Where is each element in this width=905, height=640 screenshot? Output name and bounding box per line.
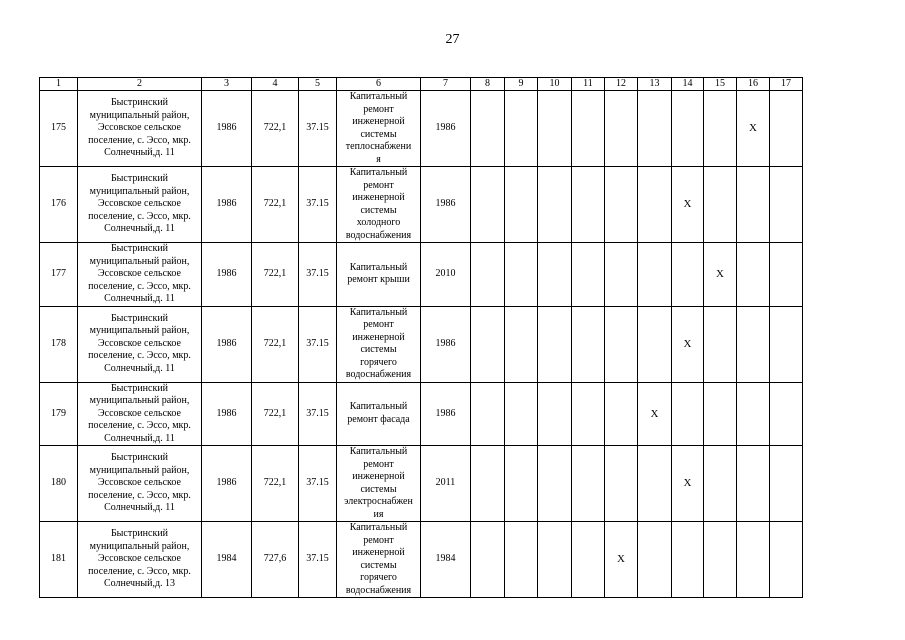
- table-row: [40, 306, 803, 382]
- column-5-cell: 37.15: [299, 382, 337, 446]
- empty-cell: [672, 382, 704, 446]
- work-type-cell: Капитальный ремонт крыши: [337, 243, 421, 307]
- repair-year-cell: 2010: [421, 243, 471, 307]
- column-number-header-row: [40, 78, 803, 91]
- column-number-13: 13: [638, 78, 672, 91]
- page-number: 27: [445, 32, 460, 47]
- empty-cell: [572, 382, 605, 446]
- empty-cell: [704, 167, 737, 243]
- empty-cell: [770, 91, 803, 167]
- empty-cell: [704, 306, 737, 382]
- work-type-cell: Капитальный ремонт инженерной системы электроснабжен ия: [337, 446, 421, 522]
- empty-cell: [770, 167, 803, 243]
- column-number-3: 3: [202, 78, 252, 91]
- empty-cell: [737, 522, 770, 598]
- row-number-cell: 177: [40, 243, 78, 307]
- column-number-1: 1: [40, 78, 78, 91]
- empty-cell: [672, 91, 704, 167]
- row-number-cell: 176: [40, 167, 78, 243]
- table-row: [40, 522, 803, 598]
- year-built-cell: 1986: [202, 167, 252, 243]
- area-cell: 722,1: [252, 382, 299, 446]
- empty-cell: [538, 91, 572, 167]
- column-number-14: 14: [672, 78, 704, 91]
- year-built-cell: 1986: [202, 382, 252, 446]
- empty-cell: [538, 243, 572, 307]
- empty-cell: [704, 382, 737, 446]
- empty-cell: [672, 243, 704, 307]
- column-5-cell: 37.15: [299, 446, 337, 522]
- empty-cell: [505, 91, 538, 167]
- empty-cell: [638, 243, 672, 307]
- column-number-6: 6: [337, 78, 421, 91]
- empty-cell: [572, 522, 605, 598]
- area-cell: 722,1: [252, 91, 299, 167]
- empty-cell: [505, 167, 538, 243]
- repair-year-cell: 1986: [421, 91, 471, 167]
- address-cell: Быстринский муниципальный район, Эссовское сельское поселение, с. Эссо, мкр. Солнечный,д. 11: [78, 382, 202, 446]
- empty-cell: [638, 91, 672, 167]
- table-row: [40, 243, 803, 307]
- table-row: [40, 91, 803, 167]
- empty-cell: [704, 446, 737, 522]
- column-number-11: 11: [572, 78, 605, 91]
- table-row: [40, 446, 803, 522]
- repair-registry-table: [39, 77, 803, 598]
- repair-year-cell: 2011: [421, 446, 471, 522]
- empty-cell: [572, 446, 605, 522]
- work-type-cell: Капитальный ремонт инженерной системы горячего водоснабжения: [337, 522, 421, 598]
- column-number-5: 5: [299, 78, 337, 91]
- column-number-12: 12: [605, 78, 638, 91]
- table-row: [40, 382, 803, 446]
- empty-cell: [471, 167, 505, 243]
- empty-cell: [605, 243, 638, 307]
- empty-cell: [770, 382, 803, 446]
- row-number-cell: 178: [40, 306, 78, 382]
- area-cell: 722,1: [252, 167, 299, 243]
- address-cell: Быстринский муниципальный район, Эссовское сельское поселение, с. Эссо, мкр. Солнечный,д. 13: [78, 522, 202, 598]
- empty-cell: [572, 243, 605, 307]
- empty-cell: [471, 522, 505, 598]
- work-type-cell: Капитальный ремонт инженерной системы теплоснабжени я: [337, 91, 421, 167]
- column-5-cell: 37.15: [299, 167, 337, 243]
- empty-cell: [538, 382, 572, 446]
- column-number-2: 2: [78, 78, 202, 91]
- mark-cell: Х: [672, 446, 704, 522]
- row-number-cell: 175: [40, 91, 78, 167]
- empty-cell: [737, 382, 770, 446]
- area-cell: 722,1: [252, 446, 299, 522]
- mark-cell: Х: [672, 167, 704, 243]
- empty-cell: [471, 382, 505, 446]
- column-5-cell: 37.15: [299, 91, 337, 167]
- empty-cell: [770, 522, 803, 598]
- empty-cell: [471, 243, 505, 307]
- empty-cell: [672, 522, 704, 598]
- empty-cell: [505, 306, 538, 382]
- year-built-cell: 1986: [202, 243, 252, 307]
- empty-cell: [737, 306, 770, 382]
- year-built-cell: 1986: [202, 306, 252, 382]
- empty-cell: [471, 446, 505, 522]
- mark-cell: Х: [605, 522, 638, 598]
- empty-cell: [605, 91, 638, 167]
- empty-cell: [605, 446, 638, 522]
- empty-cell: [505, 382, 538, 446]
- empty-cell: [505, 522, 538, 598]
- empty-cell: [605, 382, 638, 446]
- empty-cell: [471, 306, 505, 382]
- empty-cell: [538, 167, 572, 243]
- empty-cell: [770, 446, 803, 522]
- year-built-cell: 1986: [202, 446, 252, 522]
- empty-cell: [538, 446, 572, 522]
- column-number-8: 8: [471, 78, 505, 91]
- column-number-16: 16: [737, 78, 770, 91]
- address-cell: Быстринский муниципальный район, Эссовское сельское поселение, с. Эссо, мкр. Солнечный,д. 11: [78, 91, 202, 167]
- address-cell: Быстринский муниципальный район, Эссовское сельское поселение, с. Эссо, мкр. Солнечный,д. 11: [78, 306, 202, 382]
- repair-year-cell: 1986: [421, 306, 471, 382]
- empty-cell: [538, 522, 572, 598]
- year-built-cell: 1986: [202, 91, 252, 167]
- address-cell: Быстринский муниципальный район, Эссовское сельское поселение, с. Эссо, мкр. Солнечный,д. 11: [78, 446, 202, 522]
- empty-cell: [770, 243, 803, 307]
- empty-cell: [704, 91, 737, 167]
- empty-cell: [605, 167, 638, 243]
- empty-cell: [572, 167, 605, 243]
- column-5-cell: 37.15: [299, 306, 337, 382]
- mark-cell: Х: [704, 243, 737, 307]
- mark-cell: Х: [638, 382, 672, 446]
- column-number-9: 9: [505, 78, 538, 91]
- column-5-cell: 37.15: [299, 243, 337, 307]
- column-number-15: 15: [704, 78, 737, 91]
- empty-cell: [505, 243, 538, 307]
- empty-cell: [505, 446, 538, 522]
- area-cell: 722,1: [252, 306, 299, 382]
- column-number-7: 7: [421, 78, 471, 91]
- empty-cell: [737, 243, 770, 307]
- empty-cell: [737, 167, 770, 243]
- empty-cell: [638, 306, 672, 382]
- empty-cell: [704, 522, 737, 598]
- empty-cell: [737, 446, 770, 522]
- row-number-cell: 181: [40, 522, 78, 598]
- empty-cell: [605, 306, 638, 382]
- mark-cell: Х: [737, 91, 770, 167]
- table-body: [40, 78, 803, 598]
- empty-cell: [538, 306, 572, 382]
- empty-cell: [770, 306, 803, 382]
- column-5-cell: 37.15: [299, 522, 337, 598]
- column-number-17: 17: [770, 78, 803, 91]
- work-type-cell: Капитальный ремонт инженерной системы холодного водоснабжения: [337, 167, 421, 243]
- work-type-cell: Капитальный ремонт инженерной системы горячего водоснабжения: [337, 306, 421, 382]
- column-number-4: 4: [252, 78, 299, 91]
- work-type-cell: Капитальный ремонт фасада: [337, 382, 421, 446]
- table-row: [40, 167, 803, 243]
- empty-cell: [638, 167, 672, 243]
- empty-cell: [638, 522, 672, 598]
- repair-year-cell: 1986: [421, 382, 471, 446]
- empty-cell: [471, 91, 505, 167]
- row-number-cell: 180: [40, 446, 78, 522]
- empty-cell: [572, 91, 605, 167]
- column-number-10: 10: [538, 78, 572, 91]
- repair-year-cell: 1984: [421, 522, 471, 598]
- repair-year-cell: 1986: [421, 167, 471, 243]
- address-cell: Быстринский муниципальный район, Эссовское сельское поселение, с. Эссо, мкр. Солнечный,д. 11: [78, 167, 202, 243]
- area-cell: 722,1: [252, 243, 299, 307]
- row-number-cell: 179: [40, 382, 78, 446]
- year-built-cell: 1984: [202, 522, 252, 598]
- area-cell: 727,6: [252, 522, 299, 598]
- empty-cell: [638, 446, 672, 522]
- empty-cell: [572, 306, 605, 382]
- mark-cell: Х: [672, 306, 704, 382]
- address-cell: Быстринский муниципальный район, Эссовское сельское поселение, с. Эссо, мкр. Солнечный,д. 11: [78, 243, 202, 307]
